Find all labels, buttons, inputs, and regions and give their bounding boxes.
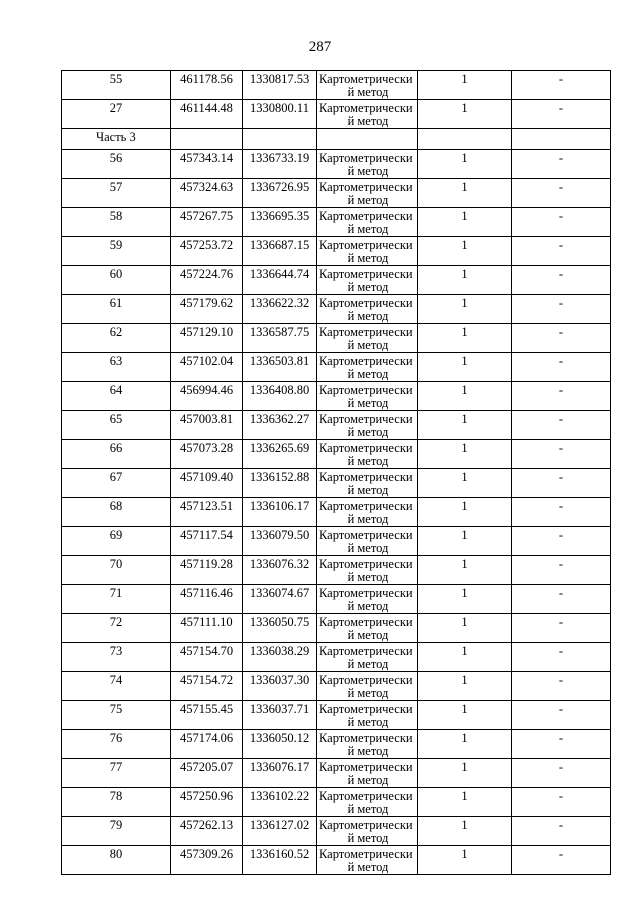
y-coordinate-cell: 1336733.19 xyxy=(243,150,317,179)
empty-cell xyxy=(317,129,418,150)
table-row xyxy=(62,614,611,643)
x-coordinate-cell: 457116.46 xyxy=(171,585,243,614)
description-cell: - xyxy=(512,208,611,237)
point-number-cell: 56 xyxy=(62,150,171,179)
method-line-1: Картометрически xyxy=(319,586,413,600)
method-cell xyxy=(317,585,418,614)
method-line-1: Картометрически xyxy=(319,72,413,86)
table-row xyxy=(62,759,611,788)
method-line-1: Картометрически xyxy=(319,644,413,658)
method-cell xyxy=(317,71,418,100)
point-number-cell: 59 xyxy=(62,237,171,266)
x-coordinate-cell: 456994.46 xyxy=(171,382,243,411)
accuracy-cell: 1 xyxy=(418,585,512,614)
method-line-2: й метод xyxy=(347,114,389,128)
x-coordinate-cell: 457154.72 xyxy=(171,672,243,701)
method-line-1: Картометрически xyxy=(319,441,413,455)
point-number-cell: 66 xyxy=(62,440,171,469)
y-coordinate-cell: 1330817.53 xyxy=(243,71,317,100)
table-row xyxy=(62,382,611,411)
x-coordinate-cell: 457129.10 xyxy=(171,324,243,353)
description-cell: - xyxy=(512,585,611,614)
x-coordinate-cell: 457267.75 xyxy=(171,208,243,237)
method-cell xyxy=(317,179,418,208)
method-cell xyxy=(317,440,418,469)
method-line-2: й метод xyxy=(347,512,389,526)
method-cell xyxy=(317,208,418,237)
accuracy-cell: 1 xyxy=(418,759,512,788)
method-line-1: Картометрически xyxy=(319,354,413,368)
method-cell xyxy=(317,266,418,295)
method-line-1: Картометрически xyxy=(319,789,413,803)
accuracy-cell: 1 xyxy=(418,150,512,179)
x-coordinate-cell: 457111.10 xyxy=(171,614,243,643)
description-cell: - xyxy=(512,440,611,469)
method-cell xyxy=(317,701,418,730)
point-number-cell: 57 xyxy=(62,179,171,208)
method-line-2: й метод xyxy=(347,222,389,236)
table-row xyxy=(62,585,611,614)
method-cell xyxy=(317,817,418,846)
accuracy-cell: 1 xyxy=(418,672,512,701)
y-coordinate-cell: 1336408.80 xyxy=(243,382,317,411)
accuracy-cell: 1 xyxy=(418,701,512,730)
y-coordinate-cell: 1336038.29 xyxy=(243,643,317,672)
description-cell: - xyxy=(512,730,611,759)
description-cell: - xyxy=(512,150,611,179)
accuracy-cell: 1 xyxy=(418,71,512,100)
x-coordinate-cell: 457253.72 xyxy=(171,237,243,266)
method-line-2: й метод xyxy=(347,309,389,323)
method-line-2: й метод xyxy=(347,251,389,265)
method-line-1: Картометрически xyxy=(319,760,413,774)
method-line-1: Картометрически xyxy=(319,847,413,861)
y-coordinate-cell: 1336687.15 xyxy=(243,237,317,266)
point-number-cell: 69 xyxy=(62,527,171,556)
description-cell: - xyxy=(512,469,611,498)
y-coordinate-cell: 1330800.11 xyxy=(243,100,317,129)
point-number-cell: 80 xyxy=(62,846,171,875)
method-line-2: й метод xyxy=(347,396,389,410)
description-cell: - xyxy=(512,556,611,585)
description-cell: - xyxy=(512,643,611,672)
description-cell: - xyxy=(512,353,611,382)
accuracy-cell: 1 xyxy=(418,556,512,585)
table-row xyxy=(62,266,611,295)
method-line-1: Картометрически xyxy=(319,615,413,629)
method-cell xyxy=(317,295,418,324)
method-line-1: Картометрически xyxy=(319,412,413,426)
x-coordinate-cell: 457119.28 xyxy=(171,556,243,585)
method-line-2: й метод xyxy=(347,744,389,758)
point-number-cell: 76 xyxy=(62,730,171,759)
x-coordinate-cell: 457205.07 xyxy=(171,759,243,788)
table-row xyxy=(62,643,611,672)
method-line-2: й метод xyxy=(347,570,389,584)
method-line-1: Картометрически xyxy=(319,238,413,252)
empty-cell xyxy=(418,129,512,150)
method-cell xyxy=(317,614,418,643)
method-line-1: Картометрически xyxy=(319,673,413,687)
y-coordinate-cell: 1336037.71 xyxy=(243,701,317,730)
description-cell: - xyxy=(512,295,611,324)
method-cell xyxy=(317,672,418,701)
method-line-2: й метод xyxy=(347,338,389,352)
accuracy-cell: 1 xyxy=(418,614,512,643)
table-row xyxy=(62,846,611,875)
description-cell: - xyxy=(512,382,611,411)
method-cell xyxy=(317,324,418,353)
table-row xyxy=(62,411,611,440)
point-number-cell: 62 xyxy=(62,324,171,353)
table-row xyxy=(62,730,611,759)
accuracy-cell: 1 xyxy=(418,498,512,527)
method-cell xyxy=(317,759,418,788)
table-row xyxy=(62,672,611,701)
x-coordinate-cell: 457155.45 xyxy=(171,701,243,730)
accuracy-cell: 1 xyxy=(418,788,512,817)
method-line-1: Картометрически xyxy=(319,383,413,397)
method-line-1: Картометрически xyxy=(319,209,413,223)
point-number-cell: 78 xyxy=(62,788,171,817)
method-line-2: й метод xyxy=(347,628,389,642)
x-coordinate-cell: 457309.26 xyxy=(171,846,243,875)
point-number-cell: 58 xyxy=(62,208,171,237)
description-cell: - xyxy=(512,237,611,266)
method-cell xyxy=(317,730,418,759)
accuracy-cell: 1 xyxy=(418,817,512,846)
y-coordinate-cell: 1336622.32 xyxy=(243,295,317,324)
table-row xyxy=(62,237,611,266)
point-number-cell: 64 xyxy=(62,382,171,411)
x-coordinate-cell: 457343.14 xyxy=(171,150,243,179)
x-coordinate-cell: 457003.81 xyxy=(171,411,243,440)
point-number-cell: 55 xyxy=(62,71,171,100)
accuracy-cell: 1 xyxy=(418,643,512,672)
table-row xyxy=(62,100,611,129)
empty-cell xyxy=(243,129,317,150)
y-coordinate-cell: 1336076.32 xyxy=(243,556,317,585)
description-cell: - xyxy=(512,788,611,817)
section-row xyxy=(62,129,611,150)
x-coordinate-cell: 457224.76 xyxy=(171,266,243,295)
point-number-cell: 74 xyxy=(62,672,171,701)
point-number-cell: 63 xyxy=(62,353,171,382)
x-coordinate-cell: 461144.48 xyxy=(171,100,243,129)
coordinates-table xyxy=(61,70,611,875)
method-cell xyxy=(317,382,418,411)
x-coordinate-cell: 457250.96 xyxy=(171,788,243,817)
table-body-before-section xyxy=(62,71,611,129)
method-line-2: й метод xyxy=(347,599,389,613)
point-number-cell: 67 xyxy=(62,469,171,498)
y-coordinate-cell: 1336050.75 xyxy=(243,614,317,643)
accuracy-cell: 1 xyxy=(418,179,512,208)
point-number-cell: 70 xyxy=(62,556,171,585)
point-number-cell: 77 xyxy=(62,759,171,788)
description-cell: - xyxy=(512,71,611,100)
table-row xyxy=(62,295,611,324)
method-line-2: й метод xyxy=(347,541,389,555)
method-line-1: Картометрически xyxy=(319,296,413,310)
accuracy-cell: 1 xyxy=(418,237,512,266)
table-row xyxy=(62,498,611,527)
x-coordinate-cell: 457117.54 xyxy=(171,527,243,556)
point-number-cell: 73 xyxy=(62,643,171,672)
method-line-1: Картометрически xyxy=(319,267,413,281)
method-line-2: й метод xyxy=(347,802,389,816)
description-cell: - xyxy=(512,701,611,730)
accuracy-cell: 1 xyxy=(418,411,512,440)
y-coordinate-cell: 1336106.17 xyxy=(243,498,317,527)
x-coordinate-cell: 457324.63 xyxy=(171,179,243,208)
table-section-header xyxy=(62,129,611,150)
method-line-2: й метод xyxy=(347,773,389,787)
point-number-cell: 79 xyxy=(62,817,171,846)
accuracy-cell: 1 xyxy=(418,527,512,556)
empty-cell xyxy=(512,129,611,150)
x-coordinate-cell: 457102.04 xyxy=(171,353,243,382)
description-cell: - xyxy=(512,614,611,643)
method-line-2: й метод xyxy=(347,367,389,381)
accuracy-cell: 1 xyxy=(418,469,512,498)
method-line-2: й метод xyxy=(347,454,389,468)
method-line-1: Картометрически xyxy=(319,470,413,484)
y-coordinate-cell: 1336102.22 xyxy=(243,788,317,817)
method-cell xyxy=(317,411,418,440)
accuracy-cell: 1 xyxy=(418,208,512,237)
method-line-1: Картометрически xyxy=(319,325,413,339)
method-line-2: й метод xyxy=(347,831,389,845)
x-coordinate-cell: 457073.28 xyxy=(171,440,243,469)
y-coordinate-cell: 1336160.52 xyxy=(243,846,317,875)
table-row xyxy=(62,527,611,556)
table-row xyxy=(62,208,611,237)
accuracy-cell: 1 xyxy=(418,353,512,382)
method-cell xyxy=(317,846,418,875)
table-row xyxy=(62,71,611,100)
method-cell xyxy=(317,353,418,382)
method-line-2: й метод xyxy=(347,657,389,671)
y-coordinate-cell: 1336037.30 xyxy=(243,672,317,701)
y-coordinate-cell: 1336127.02 xyxy=(243,817,317,846)
y-coordinate-cell: 1336726.95 xyxy=(243,179,317,208)
x-coordinate-cell: 461178.56 xyxy=(171,71,243,100)
table-row xyxy=(62,788,611,817)
method-line-2: й метод xyxy=(347,425,389,439)
y-coordinate-cell: 1336152.88 xyxy=(243,469,317,498)
y-coordinate-cell: 1336079.50 xyxy=(243,527,317,556)
accuracy-cell: 1 xyxy=(418,846,512,875)
accuracy-cell: 1 xyxy=(418,324,512,353)
description-cell: - xyxy=(512,498,611,527)
x-coordinate-cell: 457179.62 xyxy=(171,295,243,324)
accuracy-cell: 1 xyxy=(418,266,512,295)
y-coordinate-cell: 1336362.27 xyxy=(243,411,317,440)
accuracy-cell: 1 xyxy=(418,295,512,324)
method-line-1: Картометрически xyxy=(319,101,413,115)
table-row xyxy=(62,179,611,208)
y-coordinate-cell: 1336074.67 xyxy=(243,585,317,614)
method-cell xyxy=(317,788,418,817)
x-coordinate-cell: 457109.40 xyxy=(171,469,243,498)
page-number: 287 xyxy=(308,39,332,55)
point-number-cell: 72 xyxy=(62,614,171,643)
table-row xyxy=(62,469,611,498)
y-coordinate-cell: 1336265.69 xyxy=(243,440,317,469)
method-line-1: Картометрически xyxy=(319,180,413,194)
accuracy-cell: 1 xyxy=(418,100,512,129)
description-cell: - xyxy=(512,759,611,788)
method-cell xyxy=(317,527,418,556)
y-coordinate-cell: 1336050.12 xyxy=(243,730,317,759)
table-row xyxy=(62,556,611,585)
point-number-cell: 71 xyxy=(62,585,171,614)
method-cell xyxy=(317,150,418,179)
table-row xyxy=(62,353,611,382)
empty-cell xyxy=(171,129,243,150)
method-line-2: й метод xyxy=(347,193,389,207)
accuracy-cell: 1 xyxy=(418,382,512,411)
description-cell: - xyxy=(512,411,611,440)
point-number-cell: 61 xyxy=(62,295,171,324)
method-line-2: й метод xyxy=(347,164,389,178)
description-cell: - xyxy=(512,266,611,295)
method-line-2: й метод xyxy=(347,483,389,497)
table-row xyxy=(62,440,611,469)
method-line-1: Картометрически xyxy=(319,702,413,716)
method-cell xyxy=(317,643,418,672)
x-coordinate-cell: 457262.13 xyxy=(171,817,243,846)
description-cell: - xyxy=(512,846,611,875)
method-cell xyxy=(317,100,418,129)
section-label: Часть 3 xyxy=(62,129,171,150)
description-cell: - xyxy=(512,672,611,701)
y-coordinate-cell: 1336076.17 xyxy=(243,759,317,788)
accuracy-cell: 1 xyxy=(418,730,512,759)
table-row xyxy=(62,701,611,730)
point-number-cell: 60 xyxy=(62,266,171,295)
point-number-cell: 27 xyxy=(62,100,171,129)
description-cell: - xyxy=(512,817,611,846)
method-line-1: Картометрически xyxy=(319,499,413,513)
description-cell: - xyxy=(512,179,611,208)
method-cell xyxy=(317,469,418,498)
accuracy-cell: 1 xyxy=(418,440,512,469)
method-line-1: Картометрически xyxy=(319,731,413,745)
y-coordinate-cell: 1336503.81 xyxy=(243,353,317,382)
method-cell xyxy=(317,237,418,266)
description-cell: - xyxy=(512,324,611,353)
table-row xyxy=(62,817,611,846)
point-number-cell: 65 xyxy=(62,411,171,440)
method-line-2: й метод xyxy=(347,280,389,294)
method-line-2: й метод xyxy=(347,85,389,99)
x-coordinate-cell: 457154.70 xyxy=(171,643,243,672)
table-row xyxy=(62,150,611,179)
method-line-2: й метод xyxy=(347,715,389,729)
x-coordinate-cell: 457174.06 xyxy=(171,730,243,759)
description-cell: - xyxy=(512,100,611,129)
table-row xyxy=(62,324,611,353)
method-line-1: Картометрически xyxy=(319,557,413,571)
y-coordinate-cell: 1336644.74 xyxy=(243,266,317,295)
y-coordinate-cell: 1336587.75 xyxy=(243,324,317,353)
table-body-after-section xyxy=(62,150,611,875)
point-number-cell: 68 xyxy=(62,498,171,527)
description-cell: - xyxy=(512,527,611,556)
method-line-1: Картометрически xyxy=(319,818,413,832)
method-line-1: Картометрически xyxy=(319,528,413,542)
y-coordinate-cell: 1336695.35 xyxy=(243,208,317,237)
method-line-2: й метод xyxy=(347,860,389,874)
point-number-cell: 75 xyxy=(62,701,171,730)
x-coordinate-cell: 457123.51 xyxy=(171,498,243,527)
method-line-2: й метод xyxy=(347,686,389,700)
method-line-1: Картометрически xyxy=(319,151,413,165)
method-cell xyxy=(317,498,418,527)
method-cell xyxy=(317,556,418,585)
